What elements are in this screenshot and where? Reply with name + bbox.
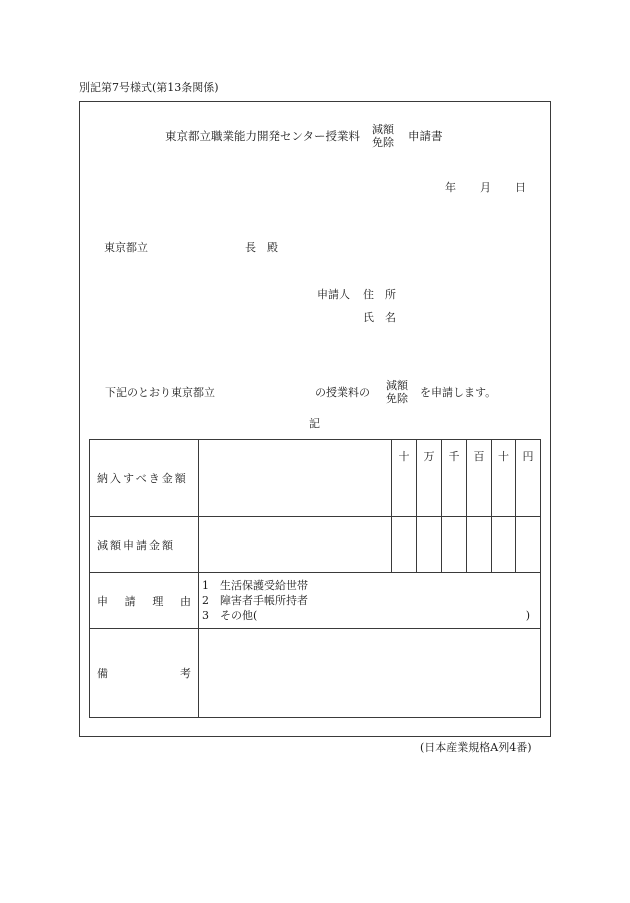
reduction-amount-label: 減額申請金額 [90,517,199,573]
statement-prefix: 下記のとおり東京都立 [105,386,215,399]
reason-option-1[interactable]: 1 生活保護受給世帯 [202,579,308,592]
reason-options[interactable] [199,573,541,629]
unit-ten[interactable]: 十 [492,440,516,517]
addressee-title: 長 殿 [245,241,278,254]
unit-ten-million[interactable]: 十 [392,440,417,517]
title-option-stack [372,123,394,149]
reduction-digit-cell[interactable] [492,517,516,573]
unit-hundred[interactable]: 百 [467,440,492,517]
unit-thousand[interactable]: 千 [442,440,467,517]
ki-label: 記 [309,417,320,430]
remarks-row [90,629,541,718]
date-month: 月 [480,181,491,194]
remarks-label: 備 考 [97,667,191,680]
reason-label: 申 請 理 由 [97,594,191,608]
unit-ten-thousand[interactable]: 万 [417,440,442,517]
date-day: 日 [515,181,526,194]
reduction-amount-field[interactable] [199,517,392,573]
unit-yen[interactable]: 円 [516,440,541,517]
reduction-digit-cell[interactable] [442,517,467,573]
form-label: 別記第7号様式(第13条関係) [79,81,219,94]
payment-amount-row [90,440,541,517]
reason-option-3[interactable]: 3 その他( ) [202,609,530,622]
reduction-digit-cell[interactable] [417,517,442,573]
title-suffix: 申請書 [408,129,443,143]
applicant-label: 申請人 [317,288,350,301]
remarks-field[interactable] [199,629,541,718]
fee-table [89,439,541,718]
reason-row [90,573,541,629]
statement-option-stack [386,379,408,405]
statement-option-reduction: 減額 [386,379,408,392]
address-label: 住 所 [363,288,396,301]
reason-label-cell [90,573,199,629]
reduction-digit-cell[interactable] [516,517,541,573]
footer-note: (日本産業規格A列4番) [420,741,532,754]
date-year: 年 [445,181,456,194]
payment-amount-field[interactable] [199,440,392,517]
title-option-reduction: 減額 [372,123,394,136]
payment-amount-label: 納入すべき金額 [90,440,199,517]
name-label: 氏 名 [363,311,396,324]
statement-middle: の授業料の [315,386,370,399]
reduction-digit-cell[interactable] [392,517,417,573]
reduction-amount-row [90,517,541,573]
reason-option-2[interactable]: 2 障害者手帳所持者 [202,594,308,607]
reduction-digit-cell[interactable] [467,517,492,573]
remarks-label-cell [90,629,199,718]
statement-suffix: を申請します。 [420,386,497,399]
form-title: 東京都立職業能力開発センター授業料 [165,129,361,143]
addressee-org: 東京都立 [104,241,148,254]
title-option-exemption: 免除 [372,136,394,149]
statement-option-exemption: 免除 [386,392,408,405]
